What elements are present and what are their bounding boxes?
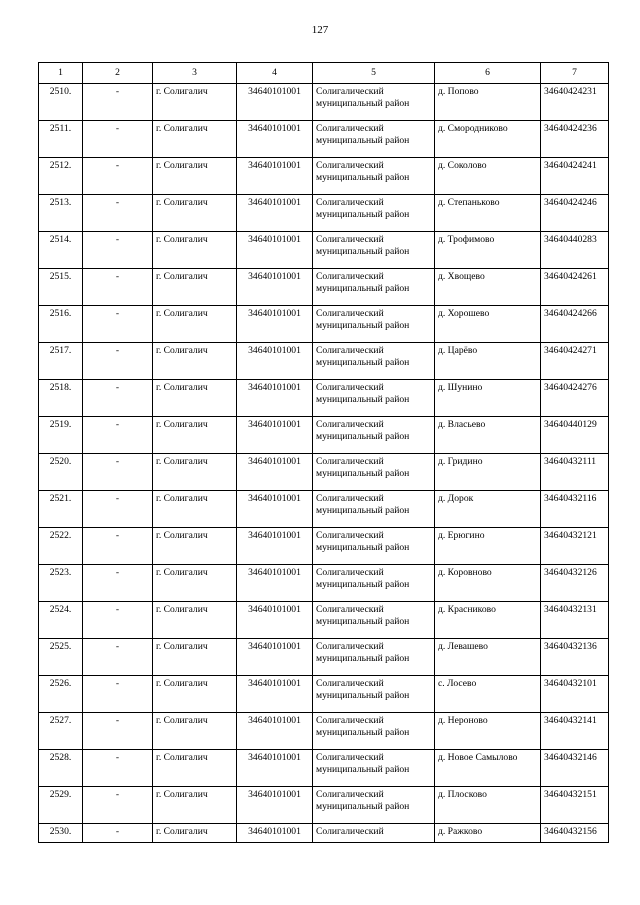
column-2-cell: - (83, 528, 153, 565)
row-number-cell: 2529. (39, 787, 83, 824)
row-number-cell: 2518. (39, 380, 83, 417)
district-cell: Солигалический муниципальный район (313, 454, 435, 491)
code-cell: 34640101001 (237, 343, 313, 380)
district-cell: Солигалический муниципальный район (313, 158, 435, 195)
settlement-cell: д. Дорок (435, 491, 541, 528)
table-row (39, 602, 609, 639)
row-number-cell: 2523. (39, 565, 83, 602)
city-cell: г. Солигалич (153, 750, 237, 787)
district-cell: Солигалический муниципальный район (313, 602, 435, 639)
city-cell: г. Солигалич (153, 380, 237, 417)
oktmo-cell: 34640432136 (541, 639, 609, 676)
oktmo-cell: 34640440283 (541, 232, 609, 269)
column-header: 4 (237, 63, 313, 84)
oktmo-cell: 34640432126 (541, 565, 609, 602)
table-row (39, 713, 609, 750)
district-cell: Солигалический муниципальный район (313, 269, 435, 306)
settlement-cell: д. Ерюгино (435, 528, 541, 565)
column-2-cell: - (83, 565, 153, 602)
district-cell: Солигалический муниципальный район (313, 639, 435, 676)
column-header: 1 (39, 63, 83, 84)
row-number-cell: 2513. (39, 195, 83, 232)
oktmo-cell: 34640432101 (541, 676, 609, 713)
district-cell: Солигалический (313, 824, 435, 843)
column-2-cell: - (83, 713, 153, 750)
code-cell: 34640101001 (237, 454, 313, 491)
column-2-cell: - (83, 158, 153, 195)
column-2-cell: - (83, 676, 153, 713)
code-cell: 34640101001 (237, 639, 313, 676)
table-row (39, 417, 609, 454)
oktmo-cell: 34640432116 (541, 491, 609, 528)
code-cell: 34640101001 (237, 158, 313, 195)
column-2-cell: - (83, 269, 153, 306)
row-number-cell: 2524. (39, 602, 83, 639)
district-cell: Солигалический муниципальный район (313, 676, 435, 713)
column-2-cell: - (83, 491, 153, 528)
city-cell: г. Солигалич (153, 639, 237, 676)
code-cell: 34640101001 (237, 84, 313, 121)
row-number-cell: 2510. (39, 84, 83, 121)
table-row (39, 824, 609, 843)
district-cell: Солигалический муниципальный район (313, 84, 435, 121)
oktmo-cell: 34640424231 (541, 84, 609, 121)
oktmo-cell: 34640432111 (541, 454, 609, 491)
table-row (39, 491, 609, 528)
city-cell: г. Солигалич (153, 565, 237, 602)
settlement-cell: д. Нероново (435, 713, 541, 750)
row-number-cell: 2514. (39, 232, 83, 269)
code-cell: 34640101001 (237, 491, 313, 528)
table-row (39, 639, 609, 676)
oktmo-cell: 34640424276 (541, 380, 609, 417)
settlement-cell: д. Власьево (435, 417, 541, 454)
table-row (39, 269, 609, 306)
settlement-cell: д. Попово (435, 84, 541, 121)
code-cell: 34640101001 (237, 750, 313, 787)
district-cell: Солигалический муниципальный район (313, 306, 435, 343)
column-2-cell: - (83, 232, 153, 269)
settlement-cell: д. Хорошево (435, 306, 541, 343)
district-cell: Солигалический муниципальный район (313, 565, 435, 602)
table-header-row (39, 63, 609, 84)
settlement-cell: д. Плосково (435, 787, 541, 824)
code-cell: 34640101001 (237, 306, 313, 343)
column-header: 6 (435, 63, 541, 84)
settlement-cell: д. Левашево (435, 639, 541, 676)
settlement-cell: д. Ражково (435, 824, 541, 843)
district-cell: Солигалический муниципальный район (313, 417, 435, 454)
column-header: 7 (541, 63, 609, 84)
settlement-cell: д. Смородниково (435, 121, 541, 158)
code-cell: 34640101001 (237, 121, 313, 158)
settlement-cell: д. Хвощево (435, 269, 541, 306)
row-number-cell: 2527. (39, 713, 83, 750)
district-cell: Солигалический муниципальный район (313, 380, 435, 417)
oktmo-cell: 34640432146 (541, 750, 609, 787)
table-row (39, 343, 609, 380)
column-2-cell: - (83, 639, 153, 676)
oktmo-cell: 34640432141 (541, 713, 609, 750)
settlement-cell: д. Трофимово (435, 232, 541, 269)
district-cell: Солигалический муниципальный район (313, 491, 435, 528)
column-2-cell: - (83, 306, 153, 343)
row-number-cell: 2525. (39, 639, 83, 676)
settlement-cell: д. Коровново (435, 565, 541, 602)
code-cell: 34640101001 (237, 380, 313, 417)
city-cell: г. Солигалич (153, 195, 237, 232)
row-number-cell: 2521. (39, 491, 83, 528)
oktmo-cell: 34640432121 (541, 528, 609, 565)
table-row (39, 121, 609, 158)
row-number-cell: 2517. (39, 343, 83, 380)
city-cell: г. Солигалич (153, 306, 237, 343)
oktmo-cell: 34640440129 (541, 417, 609, 454)
table-row (39, 528, 609, 565)
settlement-cell: д. Соколово (435, 158, 541, 195)
city-cell: г. Солигалич (153, 528, 237, 565)
district-cell: Солигалический муниципальный район (313, 121, 435, 158)
column-2-cell: - (83, 195, 153, 232)
district-cell: Солигалический муниципальный район (313, 232, 435, 269)
oktmo-cell: 34640424246 (541, 195, 609, 232)
table-row (39, 232, 609, 269)
code-cell: 34640101001 (237, 417, 313, 454)
row-number-cell: 2511. (39, 121, 83, 158)
code-cell: 34640101001 (237, 565, 313, 602)
district-cell: Солигалический муниципальный район (313, 713, 435, 750)
settlement-cell: д. Степаньково (435, 195, 541, 232)
row-number-cell: 2515. (39, 269, 83, 306)
column-2-cell: - (83, 602, 153, 639)
column-2-cell: - (83, 750, 153, 787)
city-cell: г. Солигалич (153, 787, 237, 824)
table-row (39, 380, 609, 417)
code-cell: 34640101001 (237, 269, 313, 306)
table-row (39, 84, 609, 121)
settlement-cell: д. Красниково (435, 602, 541, 639)
code-cell: 34640101001 (237, 676, 313, 713)
oktmo-cell: 34640424266 (541, 306, 609, 343)
row-number-cell: 2530. (39, 824, 83, 843)
row-number-cell: 2520. (39, 454, 83, 491)
oktmo-cell: 34640424236 (541, 121, 609, 158)
city-cell: г. Солигалич (153, 343, 237, 380)
row-number-cell: 2516. (39, 306, 83, 343)
settlement-cell: д. Новое Самылово (435, 750, 541, 787)
code-cell: 34640101001 (237, 602, 313, 639)
settlement-cell: д. Шунино (435, 380, 541, 417)
city-cell: г. Солигалич (153, 676, 237, 713)
code-cell: 34640101001 (237, 528, 313, 565)
page-number: 127 (311, 24, 329, 36)
city-cell: г. Солигалич (153, 824, 237, 843)
district-cell: Солигалический муниципальный район (313, 787, 435, 824)
city-cell: г. Солигалич (153, 269, 237, 306)
district-cell: Солигалический муниципальный район (313, 528, 435, 565)
code-cell: 34640101001 (237, 713, 313, 750)
oktmo-cell: 34640432151 (541, 787, 609, 824)
row-number-cell: 2526. (39, 676, 83, 713)
settlement-cell: д. Гридино (435, 454, 541, 491)
row-number-cell: 2522. (39, 528, 83, 565)
oktmo-cell: 34640432156 (541, 824, 609, 843)
column-2-cell: - (83, 824, 153, 843)
row-number-cell: 2528. (39, 750, 83, 787)
code-cell: 34640101001 (237, 824, 313, 843)
city-cell: г. Солигалич (153, 158, 237, 195)
code-cell: 34640101001 (237, 195, 313, 232)
district-cell: Солигалический муниципальный район (313, 750, 435, 787)
settlement-cell: с. Лосево (435, 676, 541, 713)
city-cell: г. Солигалич (153, 491, 237, 528)
district-cell: Солигалический муниципальный район (313, 343, 435, 380)
city-cell: г. Солигалич (153, 454, 237, 491)
column-header: 3 (153, 63, 237, 84)
settlement-cell: д. Царёво (435, 343, 541, 380)
column-2-cell: - (83, 380, 153, 417)
table-row (39, 454, 609, 491)
code-cell: 34640101001 (237, 232, 313, 269)
column-2-cell: - (83, 84, 153, 121)
oktmo-cell: 34640424261 (541, 269, 609, 306)
column-2-cell: - (83, 454, 153, 491)
city-cell: г. Солигалич (153, 713, 237, 750)
registry-table (38, 62, 609, 843)
table-row (39, 306, 609, 343)
city-cell: г. Солигалич (153, 121, 237, 158)
column-header: 2 (83, 63, 153, 84)
code-cell: 34640101001 (237, 787, 313, 824)
table-row (39, 195, 609, 232)
city-cell: г. Солигалич (153, 84, 237, 121)
oktmo-cell: 34640424271 (541, 343, 609, 380)
table-row (39, 158, 609, 195)
district-cell: Солигалический муниципальный район (313, 195, 435, 232)
column-header: 5 (313, 63, 435, 84)
oktmo-cell: 34640424241 (541, 158, 609, 195)
row-number-cell: 2519. (39, 417, 83, 454)
table-row (39, 750, 609, 787)
column-2-cell: - (83, 787, 153, 824)
column-2-cell: - (83, 417, 153, 454)
oktmo-cell: 34640432131 (541, 602, 609, 639)
city-cell: г. Солигалич (153, 602, 237, 639)
city-cell: г. Солигалич (153, 232, 237, 269)
column-2-cell: - (83, 343, 153, 380)
city-cell: г. Солигалич (153, 417, 237, 454)
table-row (39, 676, 609, 713)
table-row (39, 787, 609, 824)
table-row (39, 565, 609, 602)
column-2-cell: - (83, 121, 153, 158)
row-number-cell: 2512. (39, 158, 83, 195)
